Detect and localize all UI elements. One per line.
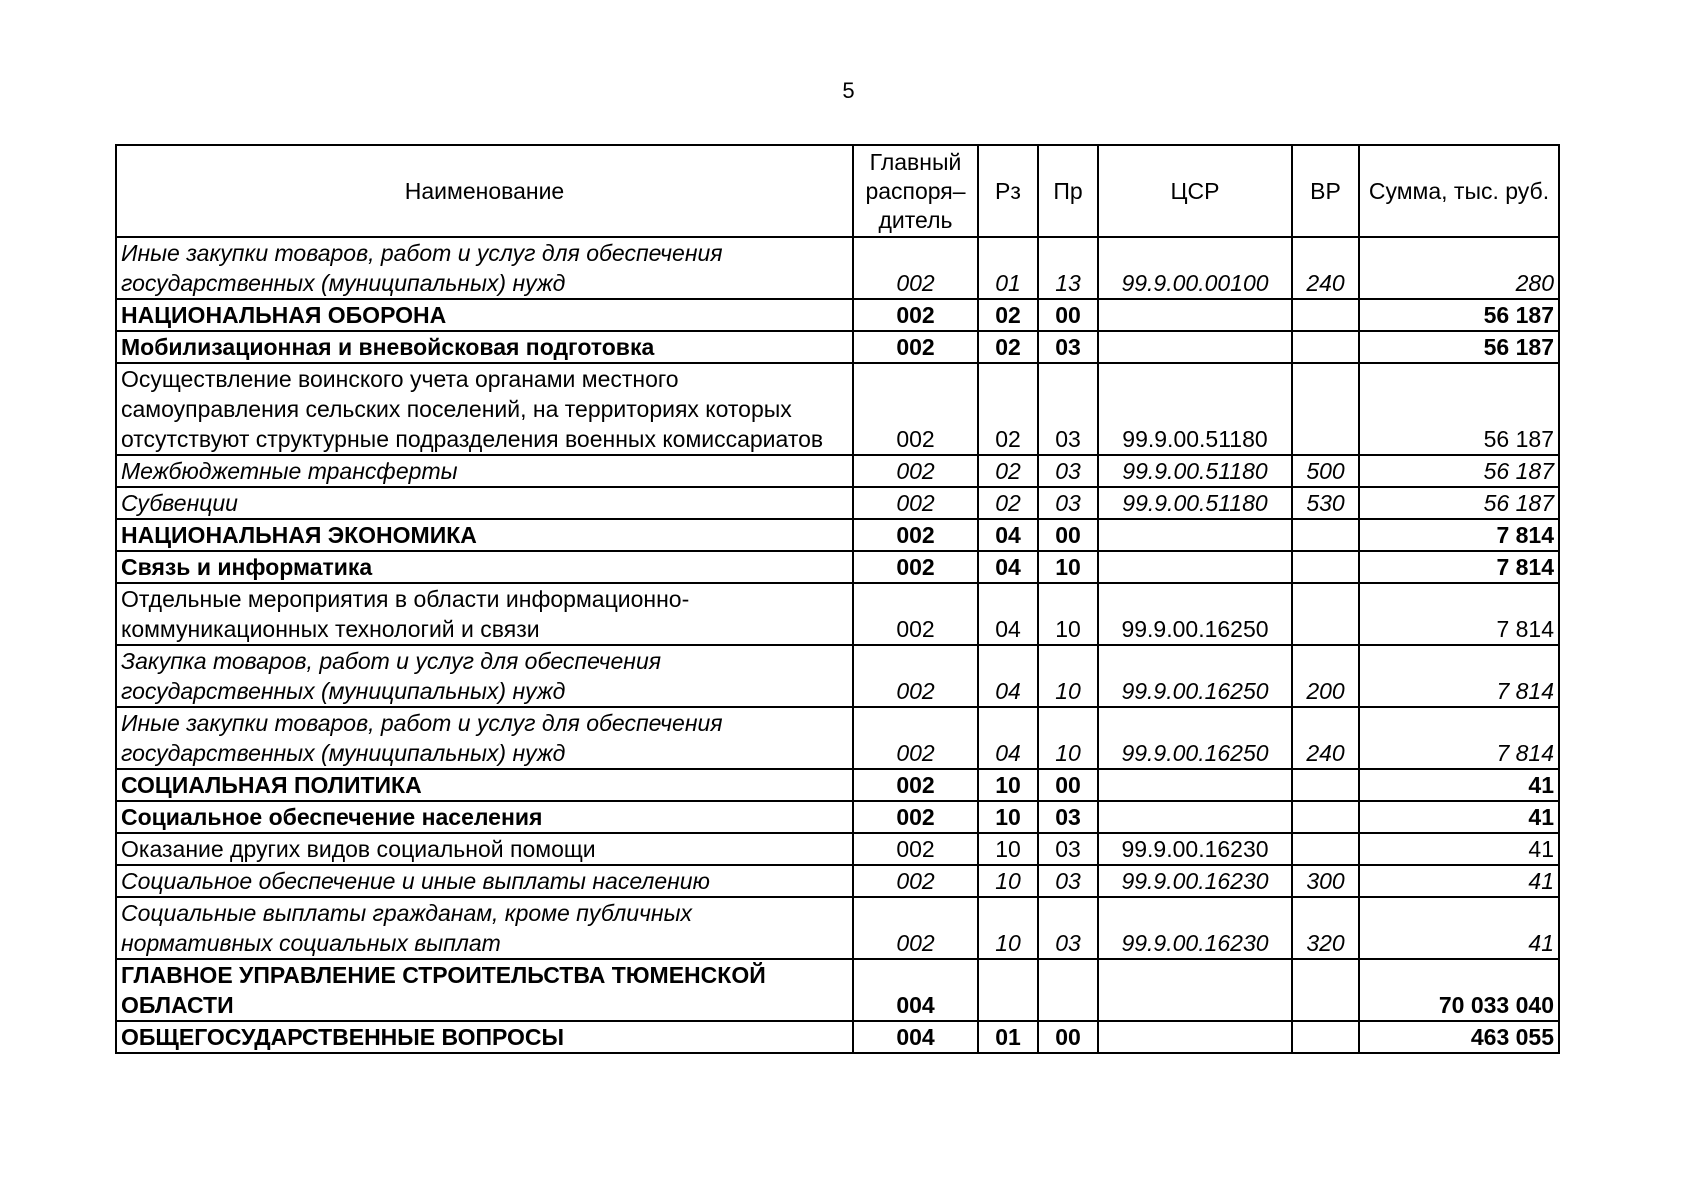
cell-sum: 7 814 [1359,583,1559,645]
cell-vr: 300 [1292,865,1359,897]
cell-csr [1098,769,1292,801]
cell-vr [1292,519,1359,551]
cell-vr: 320 [1292,897,1359,959]
cell-name: Социальное обеспечение населения [116,801,853,833]
cell-sum: 56 187 [1359,299,1559,331]
cell-rz: 02 [978,487,1038,519]
table-row [116,959,1559,1021]
cell-sum: 7 814 [1359,551,1559,583]
cell-csr: 99.9.00.16230 [1098,897,1292,959]
cell-chief-administrator: 002 [853,769,978,801]
cell-sum: 41 [1359,897,1559,959]
cell-rz: 01 [978,1021,1038,1053]
cell-name: СОЦИАЛЬНАЯ ПОЛИТИКА [116,769,853,801]
cell-vr [1292,801,1359,833]
header-rz: Рз [978,145,1038,237]
cell-rz [978,959,1038,1021]
cell-vr [1292,299,1359,331]
table-row [116,1021,1559,1053]
cell-pr: 00 [1038,299,1098,331]
cell-pr: 10 [1038,645,1098,707]
cell-name: Отдельные мероприятия в области информационно-коммуникационных технологий и связи [116,583,853,645]
header-sum: Сумма, тыс. руб. [1359,145,1559,237]
cell-chief-administrator: 002 [853,833,978,865]
cell-sum: 41 [1359,769,1559,801]
header-row [116,145,1559,237]
cell-chief-administrator: 002 [853,237,978,299]
cell-pr: 03 [1038,833,1098,865]
cell-sum: 463 055 [1359,1021,1559,1053]
cell-sum: 56 187 [1359,363,1559,455]
cell-csr [1098,1021,1292,1053]
cell-sum: 56 187 [1359,455,1559,487]
cell-name: НАЦИОНАЛЬНАЯ ОБОРОНА [116,299,853,331]
cell-rz: 04 [978,707,1038,769]
table-row [116,707,1559,769]
cell-name: Межбюджетные трансферты [116,455,853,487]
cell-name: Социальное обеспечение и иные выплаты населению [116,865,853,897]
cell-sum: 70 033 040 [1359,959,1559,1021]
table-header [116,145,1559,237]
cell-rz: 02 [978,299,1038,331]
cell-sum: 41 [1359,801,1559,833]
table-body [116,237,1559,1053]
cell-rz: 10 [978,897,1038,959]
cell-chief-administrator: 004 [853,1021,978,1053]
cell-sum: 41 [1359,833,1559,865]
cell-csr: 99.9.00.16250 [1098,645,1292,707]
cell-rz: 04 [978,583,1038,645]
cell-name: НАЦИОНАЛЬНАЯ ЭКОНОМИКА [116,519,853,551]
cell-rz: 02 [978,455,1038,487]
cell-sum: 7 814 [1359,645,1559,707]
cell-chief-administrator: 002 [853,645,978,707]
cell-name: Осуществление воинского учета органами местного самоуправления сельских поселений, на территориях которых отсутствуют структурные подразделения военных комиссариатов [116,363,853,455]
header-name: Наименование [116,145,853,237]
cell-csr [1098,299,1292,331]
cell-vr [1292,551,1359,583]
cell-csr [1098,331,1292,363]
table-row [116,299,1559,331]
cell-name: Социальные выплаты гражданам, кроме публичных нормативных социальных выплат [116,897,853,959]
cell-name: Мобилизационная и вневойсковая подготовка [116,331,853,363]
cell-sum: 7 814 [1359,519,1559,551]
cell-pr [1038,959,1098,1021]
cell-chief-administrator: 004 [853,959,978,1021]
cell-csr: 99.9.00.51180 [1098,363,1292,455]
cell-csr [1098,801,1292,833]
cell-vr: 500 [1292,455,1359,487]
cell-rz: 10 [978,833,1038,865]
cell-pr: 03 [1038,331,1098,363]
header-csr: ЦСР [1098,145,1292,237]
cell-rz: 04 [978,645,1038,707]
cell-pr: 13 [1038,237,1098,299]
cell-pr: 03 [1038,865,1098,897]
cell-csr: 99.9.00.16250 [1098,583,1292,645]
budget-table [115,144,1560,1054]
cell-vr: 530 [1292,487,1359,519]
cell-chief-administrator: 002 [853,299,978,331]
cell-rz: 10 [978,769,1038,801]
cell-csr [1098,519,1292,551]
cell-name: Субвенции [116,487,853,519]
table-row [116,801,1559,833]
cell-vr [1292,959,1359,1021]
cell-chief-administrator: 002 [853,583,978,645]
table-row [116,519,1559,551]
cell-rz: 01 [978,237,1038,299]
cell-chief-administrator: 002 [853,551,978,583]
cell-pr: 10 [1038,707,1098,769]
cell-name: Закупка товаров, работ и услуг для обеспечения государственных (муниципальных) нужд [116,645,853,707]
table-row [116,331,1559,363]
cell-pr: 03 [1038,487,1098,519]
cell-pr: 00 [1038,769,1098,801]
cell-csr: 99.9.00.51180 [1098,487,1292,519]
cell-chief-administrator: 002 [853,487,978,519]
cell-vr: 240 [1292,707,1359,769]
table-row [116,583,1559,645]
cell-sum: 56 187 [1359,487,1559,519]
cell-csr: 99.9.00.16250 [1098,707,1292,769]
cell-csr [1098,551,1292,583]
cell-csr: 99.9.00.16230 [1098,833,1292,865]
cell-pr: 00 [1038,519,1098,551]
header-pr: Пр [1038,145,1098,237]
table-row [116,897,1559,959]
cell-sum: 56 187 [1359,331,1559,363]
cell-sum: 280 [1359,237,1559,299]
cell-chief-administrator: 002 [853,801,978,833]
cell-vr: 240 [1292,237,1359,299]
cell-pr: 03 [1038,897,1098,959]
cell-vr [1292,583,1359,645]
table-row [116,865,1559,897]
header-chief-administrator: Главный распоря– дитель [853,145,978,237]
cell-chief-administrator: 002 [853,897,978,959]
cell-csr [1098,959,1292,1021]
cell-rz: 10 [978,865,1038,897]
cell-pr: 03 [1038,801,1098,833]
header-vr: ВР [1292,145,1359,237]
table-row [116,237,1559,299]
cell-csr: 99.9.00.16230 [1098,865,1292,897]
cell-rz: 04 [978,551,1038,583]
cell-name: ГЛАВНОЕ УПРАВЛЕНИЕ СТРОИТЕЛЬСТВА ТЮМЕНСКОЙ ОБЛАСТИ [116,959,853,1021]
cell-pr: 10 [1038,551,1098,583]
cell-vr [1292,363,1359,455]
cell-csr: 99.9.00.51180 [1098,455,1292,487]
cell-chief-administrator: 002 [853,519,978,551]
cell-rz: 10 [978,801,1038,833]
cell-pr: 03 [1038,363,1098,455]
cell-vr [1292,833,1359,865]
cell-sum: 7 814 [1359,707,1559,769]
cell-name: Иные закупки товаров, работ и услуг для обеспечения государственных (муниципальных) нужд [116,707,853,769]
cell-vr [1292,769,1359,801]
page-number: 5 [842,78,855,103]
cell-chief-administrator: 002 [853,363,978,455]
cell-vr: 200 [1292,645,1359,707]
table-row [116,455,1559,487]
cell-rz: 02 [978,363,1038,455]
cell-sum: 41 [1359,865,1559,897]
table-row [116,363,1559,455]
cell-rz: 02 [978,331,1038,363]
table-row [116,769,1559,801]
cell-vr [1292,331,1359,363]
cell-chief-administrator: 002 [853,865,978,897]
table-row [116,833,1559,865]
cell-chief-administrator: 002 [853,331,978,363]
cell-vr [1292,1021,1359,1053]
cell-pr: 03 [1038,455,1098,487]
cell-pr: 10 [1038,583,1098,645]
cell-chief-administrator: 002 [853,455,978,487]
cell-name: Иные закупки товаров, работ и услуг для обеспечения государственных (муниципальных) нужд [116,237,853,299]
cell-rz: 04 [978,519,1038,551]
table-row [116,645,1559,707]
cell-chief-administrator: 002 [853,707,978,769]
cell-pr: 00 [1038,1021,1098,1053]
cell-name: Оказание других видов социальной помощи [116,833,853,865]
cell-name: ОБЩЕГОСУДАРСТВЕННЫЕ ВОПРОСЫ [116,1021,853,1053]
cell-csr: 99.9.00.00100 [1098,237,1292,299]
table-row [116,551,1559,583]
cell-name: Связь и информатика [116,551,853,583]
table-row [116,487,1559,519]
